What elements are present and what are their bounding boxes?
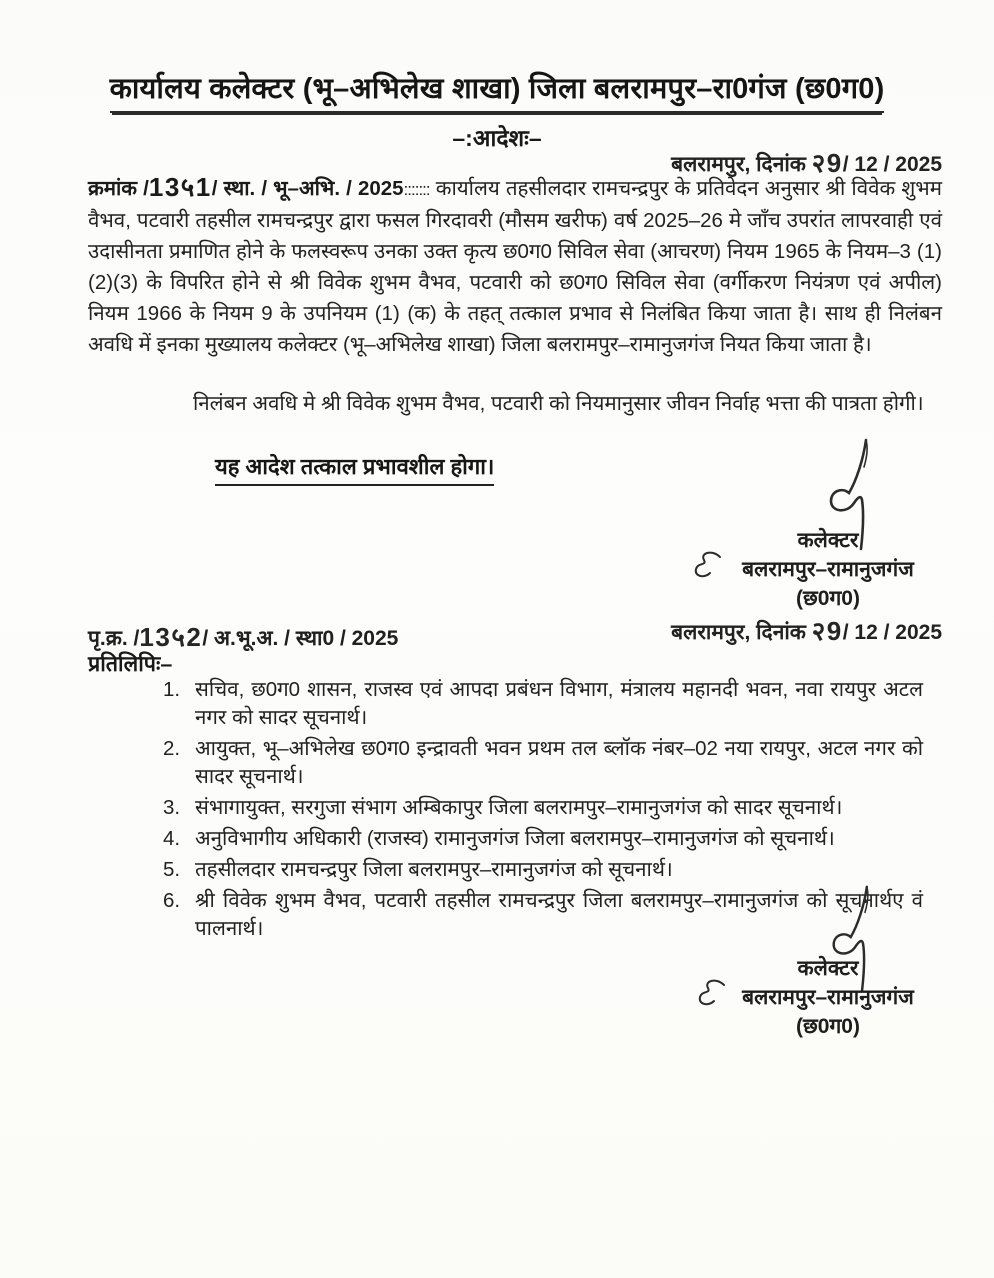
list-item-text: अनुविभागीय अधिकारी (राजस्व) रामानुजगंज जिला बलरामपुर–रामानुजगंज को सूचनार्थ। (195, 827, 835, 850)
signatory-designation: कलेक्टर (797, 957, 859, 980)
office-title-text: कार्यालय कलेक्टर (भू–अभिलेख शाखा) जिला बलरामपुर–रा0गंज (छ0ग0) (110, 68, 885, 113)
order-reference-prefix: क्रमांक / (88, 177, 149, 200)
signature-flourish-icon (696, 977, 732, 1013)
endorsement-date-rest: / 12 / 2025 (842, 621, 942, 644)
list-item-number: 4. (163, 827, 181, 850)
copy-to-label: प्रतिलिपिः– (88, 652, 173, 676)
endorsement-reference-line (88, 617, 398, 653)
endorsement-ref-number-handwritten: 13५2 (139, 622, 203, 652)
endorsement-ref-suffix: / अ.भू.अ. / स्था0 / 2025 (202, 627, 399, 650)
endorsement-date-line (671, 611, 942, 647)
signature-block-top (668, 526, 988, 613)
signature-flourish-icon (692, 549, 728, 585)
effective-order-statement: यह आदेश तत्काल प्रभावशील होगा। (215, 451, 494, 486)
endorsement-ref-prefix: पृ.क्र. / (88, 627, 140, 650)
signatory-state: (छ0ग0) (796, 587, 860, 610)
signatory-district-line (668, 983, 988, 1012)
issue-date-day-handwritten: २9 (811, 148, 843, 178)
list-item-text: श्री विवेक शुभम वैभव, पटवारी तहसील रामचन्द्रपुर जिला बलरामपुर–रामानुजगंज को सूचनार्थए वं पालनार्थ। (195, 889, 923, 940)
signatory-district: बलरामपुर–रामानुजगंज (742, 986, 914, 1009)
list-item-number: 1. (163, 678, 181, 701)
allowance-paragraph: निलंबन अवधि मे श्री विवेक शुभम वैभव, पटवारी को नियमानुसार जीवन निर्वाह भत्ता की पात्रता होगी। (193, 392, 924, 415)
reference-dotted-leader: ::::::: (403, 180, 430, 199)
list-item-number: 6. (163, 889, 181, 912)
copy-distribution-list (163, 676, 923, 946)
order-paragraph-text: कार्यालय तहसीलदार रामचन्द्रपुर के प्रतिवेदन अनुसार श्री विवेक शुभम वैभव, पटवारी तहसील रामचन्द्रपुर द्वारा फसल गिरदावरी (मौसम खरीफ) वर्ष 2025–26 मे जाँच उपरांत लापरवाही एवं उदासीनता प्रमाणित होने के फलस्वरूप उनका उक्त कृत्य छ0ग0 सिविल सेवा (आचरण) नियम 1965 के नियम–3 (1)(2)(3) के विपरित होने से श्री विवेक शुभम वैभव, पटवारी को छ0ग0 सिविल सेवा (वर्गीकरण नियंत्रण एवं अपील) नियम 1966 के नियम 9 के उपनियम (1) (क) के तहत् तत्काल प्रभाव से निलंबित किया जाता है। साथ ही निलंबन अवधि में इनका मुख्यालय कलेक्टर (भू–अभिलेख शाखा) जिला बलरामपुर–रामानुजगंज नियत किया जाता है। (88, 177, 942, 356)
list-item-text: सचिव, छ0ग0 शासन, राजस्व एवं आपदा प्रबंधन विभाग, मंत्रालय महानदी भवन, नवा रायपुर अटल नगर को सादर सूचनार्थ। (195, 678, 923, 729)
issue-date-prefix: बलरामपुर, दिनांक (671, 153, 812, 176)
list-item-text: आयुक्त, भू–अभिलेख छ0ग0 इन्द्रावती भवन प्रथम तल ब्लॉक नंबर–02 नया रायपुर, अटल नगर को सादर सूचनार्थ। (195, 737, 923, 788)
list-item (163, 887, 923, 943)
list-item (163, 735, 923, 791)
signatory-district: बलरामपुर–रामानुजगंज (742, 558, 914, 581)
list-item-number: 3. (163, 796, 181, 819)
page-title (0, 68, 994, 113)
signatory-district-line (668, 555, 988, 584)
list-item-text: संभागायुक्त, सरगुजा संभाग अम्बिकापुर जिला बलरामपुर–रामानुजगंज को सादर सूचनार्थ। (195, 796, 843, 819)
list-item-text: तहसीलदार रामचन्द्रपुर जिला बलरामपुर–रामानुजगंज को सूचनार्थ। (195, 858, 673, 881)
endorsement-date-day-handwritten: २9 (811, 616, 843, 646)
order-body-paragraph (88, 171, 942, 360)
endorsement-date-prefix: बलरामपुर, दिनांक (671, 621, 812, 644)
order-reference-suffix: / स्था. / भू–अभि. / 2025 (211, 177, 404, 200)
order-heading: –:आदेशः– (452, 125, 542, 151)
order-reference-number-handwritten: 13५1 (148, 172, 212, 202)
list-item-number: 2. (163, 737, 181, 760)
list-item (163, 794, 923, 822)
list-item (163, 676, 923, 732)
signatory-designation: कलेक्टर (797, 529, 859, 552)
list-item (163, 856, 923, 884)
list-item-number: 5. (163, 858, 181, 881)
list-item (163, 825, 923, 853)
signature-block-bottom (668, 954, 988, 1041)
issue-date-rest: / 12 / 2025 (842, 153, 942, 176)
signatory-state: (छ0ग0) (796, 1015, 860, 1038)
